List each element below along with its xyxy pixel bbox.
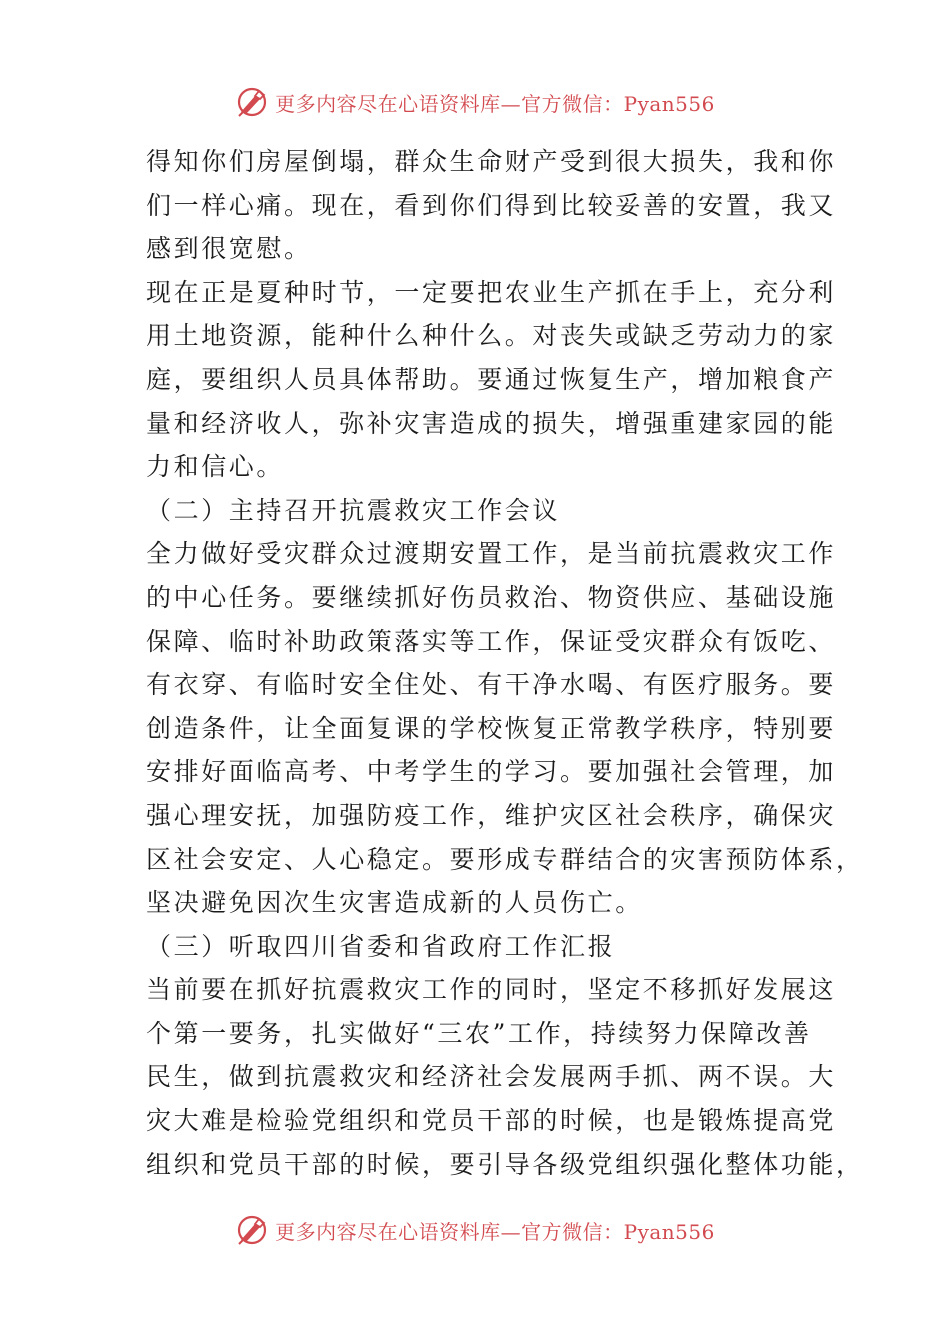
text-line: 量和经济收人，弥补灾害造成的损失，增强重建家园的能 bbox=[146, 408, 837, 438]
text-line: 力和信心。 bbox=[146, 452, 285, 482]
text-line: 创造条件，让全面复课的学校恢复正常教学秩序，特别要 bbox=[146, 713, 837, 743]
header-banner-text: 更多内容尽在心语资料库—官方微信：Pyan556 bbox=[275, 91, 715, 116]
text-line: 安排好面临高考、中考学生的学习。要加强社会管理，加 bbox=[146, 757, 837, 787]
text-line: 强心理安抚，加强防疫工作，维护灾区社会秩序，确保灾 bbox=[146, 800, 837, 830]
text-line: 的中心任务。要继续抓好伤员救治、物资供应、基础设施 bbox=[146, 582, 837, 612]
text-line: 灾大难是检验党组织和党员干部的时候，也是锻炼提高党 bbox=[146, 1106, 837, 1136]
text-line: 保障、临时补助政策落实等工作，保证受灾群众有饭吃、 bbox=[146, 626, 837, 656]
header-banner bbox=[0, 82, 950, 122]
text-line: 有衣穿、有临时安全住处、有干净水喝、有医疗服务。要 bbox=[146, 670, 837, 700]
text-line: 用土地资源，能种什么种什么。对丧失或缺乏劳动力的家 bbox=[146, 321, 837, 351]
text-line: 感到很宽慰。 bbox=[146, 234, 312, 264]
text-line: 全力做好受灾群众过渡期安置工作，是当前抗震救灾工作 bbox=[146, 539, 837, 569]
section-heading: （三）听取四川省委和省政府工作汇报 bbox=[146, 931, 616, 961]
footer-banner-text: 更多内容尽在心语资料库—官方微信：Pyan556 bbox=[275, 1219, 715, 1244]
document-body bbox=[146, 140, 864, 1186]
text-line: 们一样心痛。现在，看到你们得到比较妥善的安置，我又 bbox=[146, 190, 837, 220]
section-heading: （二）主持召开抗震救灾工作会议 bbox=[146, 495, 561, 525]
text-line: 现在正是夏种时节，一定要把农业生产抓在手上，充分利 bbox=[146, 277, 837, 307]
text-line: 得知你们房屋倒塌，群众生命财产受到很大损失，我和你 bbox=[146, 147, 837, 176]
text-line: 庭，要组织人员具体帮助。要通过恢复生产，增加粮食产 bbox=[146, 364, 837, 394]
text-line: 坚决避免因次生灾害造成新的人员伤亡。 bbox=[146, 888, 643, 918]
text-line: 组织和党员干部的时候，要引导各级党组织强化整体功能， bbox=[146, 1149, 864, 1179]
text-line: 个第一要务，扎实做好“三农”工作，持续努力保障改善 bbox=[146, 1018, 812, 1048]
pen-nib-logo-icon bbox=[235, 85, 269, 119]
text-line: 民生，做到抗震救灾和经济社会发展两手抓、两不误。大 bbox=[146, 1062, 837, 1092]
text-line: 区社会安定、人心稳定。要形成专群结合的灾害预防体系， bbox=[146, 844, 864, 874]
text-line: 当前要在抓好抗震救灾工作的同时，坚定不移抓好发展这 bbox=[146, 975, 837, 1005]
footer-banner bbox=[0, 1210, 950, 1250]
pen-nib-logo-icon bbox=[235, 1213, 269, 1247]
